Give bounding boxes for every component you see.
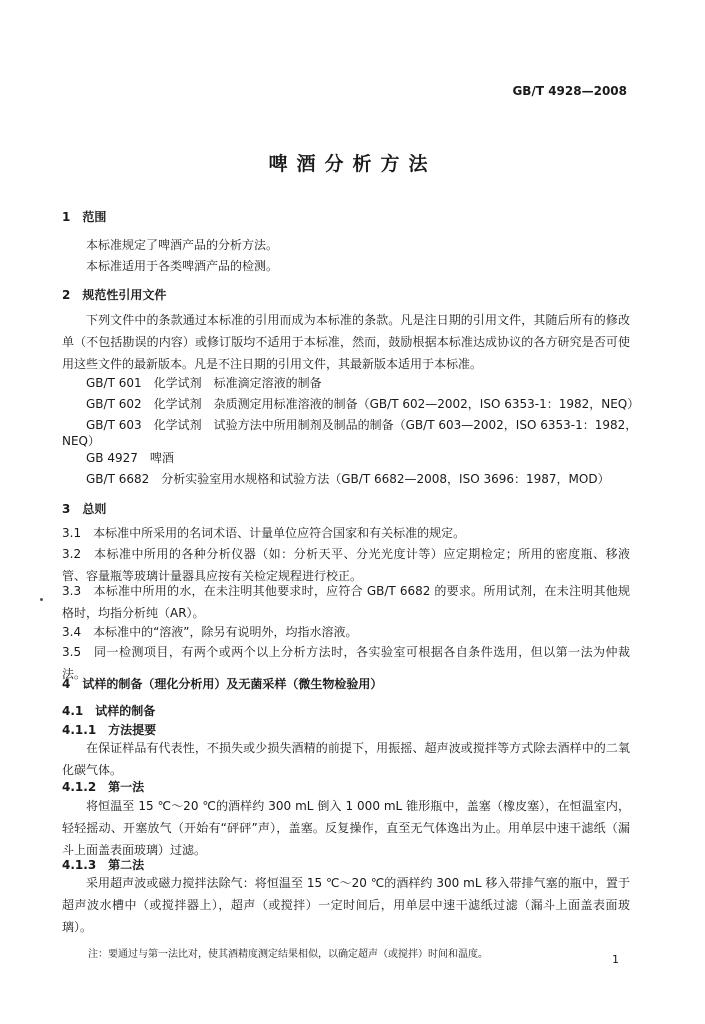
section-1-heading: 1 范围 <box>62 210 107 224</box>
clause-3-5: 3.5 同一检测项目，有两个或两个以上分析方法时，各实验室可根据各自条件选用，但以第一法为仲裁法。 <box>62 645 630 681</box>
reference-item: GB/T 602 化学试剂 杂质测定用标准溶液的制备（GB/T 602—2002，ISO 6353-1：1982，NEQ） <box>86 397 640 411</box>
scan-speck <box>40 598 43 601</box>
section-4-heading: 4 试样的制备（理化分析用）及无菌采样（微生物检验用） <box>62 677 383 691</box>
standard-number: GB/T 4928—2008 <box>512 84 627 98</box>
document-title: 啤酒分析方法 <box>268 153 437 175</box>
subsection-4-1-3-para: 采用超声波或磁力搅拌法除气：将恒温至 15 ℃～20 ℃的酒样约 300 mL 移入带排气塞的瓶中，置于超声波水槽中（或搅拌器上），超声（或搅拌）一定时间后，用单层中速干滤纸过滤（漏斗上面盖表面玻璃）。 <box>62 876 630 934</box>
subsection-4-1-2-para: 将恒温至 15 ℃～20 ℃的酒样约 300 mL 倒入 1 000 mL 锥形瓶中，盖塞（橡皮塞），在恒温室内，轻轻摇动、开塞放气（开始有“砰砰”声），盖塞。反复操作，直至无气体逸出为止。用单层中速干滤纸（漏斗上面盖表面玻璃）过滤。 <box>62 799 630 857</box>
reference-item: GB/T 6682 分析实验室用水规格和试验方法（GB/T 6682—2008，ISO 3696：1987，MOD） <box>86 472 610 486</box>
section-1-para-1: 本标准规定了啤酒产品的分析方法。 <box>86 238 279 252</box>
reference-item: GB/T 603 化学试剂 试验方法中所用制剂及制品的制备（GB/T 603—2002，ISO 6353-1：1982， <box>86 418 638 432</box>
clause-3-4: 3.4 本标准中的“溶液”，除另有说明外，均指水溶液。 <box>62 625 358 639</box>
subsection-4-1-2-heading: 4.1.2 第一法 <box>62 780 145 794</box>
page-number: 1 <box>612 953 619 966</box>
subsection-4-1-heading: 4.1 试样的制备 <box>62 704 156 718</box>
reference-item: GB/T 601 化学试剂 标准滴定溶液的制备 <box>86 376 322 390</box>
clause-3-2: 3.2 本标准中所用的各种分析仪器（如：分析天平、分光光度计等）应定期检定；所用的密度瓶、移液管、容量瓶等玻璃计量器具应按有关检定规程进行校正。 <box>62 547 630 583</box>
section-2-para: 下列文件中的条款通过本标准的引用而成为本标准的条款。凡是注日期的引用文件，其随后所有的修改单（不包括勘误的内容）或修订版均不适用于本标准，然而，鼓励根据本标准达成协议的各方研究是否可使用这些文件的最新版本。凡是不注日期的引用文件，其最新版本适用于本标准。 <box>62 313 630 371</box>
subsection-4-1-3-heading: 4.1.3 第二法 <box>62 858 145 872</box>
reference-item: GB 4927 啤酒 <box>86 451 174 465</box>
subsection-4-1-1-para: 在保证样品有代表性，不损失或少损失酒精的前提下，用振摇、超声波或搅拌等方式除去酒样中的二氧化碳气体。 <box>62 741 630 777</box>
reference-item: NEQ） <box>62 434 101 448</box>
section-2-heading: 2 规范性引用文件 <box>62 288 167 302</box>
clause-3-1: 3.1 本标准中所采用的名词术语、计量单位应符合国家和有关标准的规定。 <box>62 526 466 540</box>
section-3-heading: 3 总则 <box>62 502 107 516</box>
note: 注：要通过与第一法比对，使其酒精度测定结果相似，以确定超声（或搅拌）时间和温度。 <box>88 949 488 960</box>
clause-3-3: 3.3 本标准中所用的水，在未注明其他要求时，应符合 GB/T 6682 的要求。所用试剂，在未注明其他规格时，均指分析纯（AR）。 <box>62 584 630 620</box>
section-1-para-2: 本标准适用于各类啤酒产品的检测。 <box>86 259 279 273</box>
subsection-4-1-1-heading: 4.1.1 方法提要 <box>62 723 157 737</box>
